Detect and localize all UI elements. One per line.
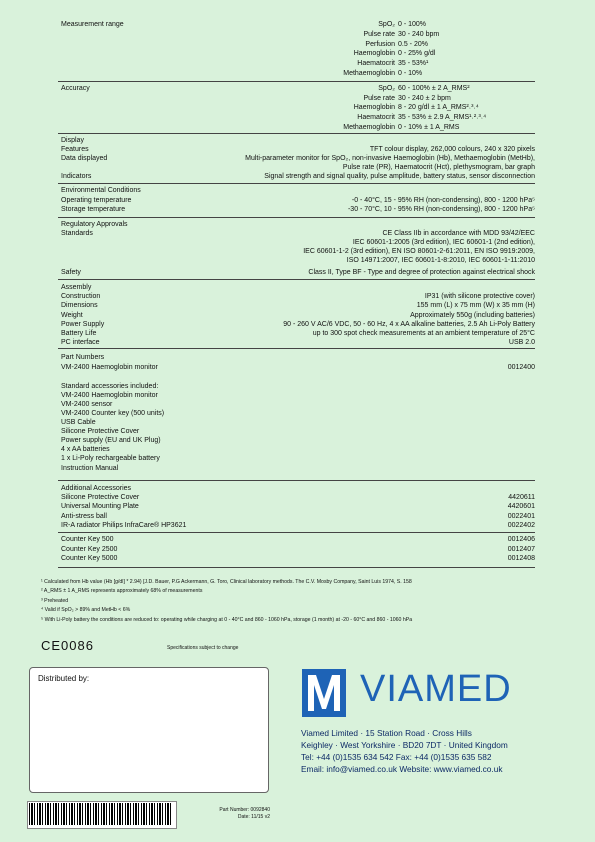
display-header: Display xyxy=(61,137,84,144)
accuracy-header: Accuracy xyxy=(61,85,90,92)
row-label: SpO₂ xyxy=(378,21,395,28)
row-label: Safety xyxy=(61,269,81,276)
row-label: Haematocrit xyxy=(357,114,395,121)
date: Date: 11/15 v2 xyxy=(237,814,270,820)
item-text: Instruction Manual xyxy=(61,465,119,472)
additional-header: Additional Accessories xyxy=(61,485,132,492)
part-code: 4420611 xyxy=(508,494,535,501)
row-label: Perfusion xyxy=(365,41,395,48)
row-value: CE Class IIb in accordance with MDD 93/42/EEC xyxy=(382,230,535,237)
row-value: 8 - 20 g/dl ± 1 A_RMS²˒³˒⁴ xyxy=(398,104,479,111)
row-label: Standards xyxy=(61,230,93,237)
row-label: PC interface xyxy=(61,339,100,346)
row-label: Methaemoglobin xyxy=(343,124,395,131)
row-value: 0 - 10% xyxy=(398,70,423,77)
part-number: Part Number: 0092840 xyxy=(219,807,270,813)
row-value: Class II, Type BF - Type and degree of protection against electrical shock xyxy=(308,269,535,276)
item-text: USB Cable xyxy=(61,419,96,426)
row-value: Approximately 550g (including batteries) xyxy=(410,312,535,319)
parts-section xyxy=(58,348,535,481)
row-value: TFT colour display, 262,000 colours, 240 x 320 pixels xyxy=(369,146,535,153)
distributed-by-label: Distributed by: xyxy=(38,674,90,683)
row-value: 35 - 53% ± 2.9 A_RMS¹˒²˒³˒⁴ xyxy=(398,114,487,121)
item-text: Power supply (EU and UK Plug) xyxy=(61,437,161,444)
accuracy-section xyxy=(58,81,535,134)
row-label: Pulse rate xyxy=(363,31,395,38)
row-value: Signal strength and signal quality, pulse amplitude, battery status, sensor disconnection xyxy=(264,173,535,180)
viamed-logo-icon xyxy=(302,669,346,717)
row-value: 0 - 25% g/dl xyxy=(398,50,436,57)
row-label: Indicators xyxy=(61,173,92,180)
row-value: IEC 60601-1:2005 (3rd edition), IEC 60601-1 (2nd edition), xyxy=(352,239,535,246)
part-code: 0022402 xyxy=(507,522,535,529)
part-code: 0012406 xyxy=(507,536,535,543)
row-label: Counter Key 500 xyxy=(61,536,114,543)
row-value: 35 - 53%¹ xyxy=(398,60,429,67)
row-value: ISO 14971:2007, IEC 60601-1-8:2010, IEC 60601-1-11:2010 xyxy=(346,257,535,264)
row-value: 0 - 100% xyxy=(398,21,427,28)
row-label: IR-A radiator Philips InfraCare® HP3621 xyxy=(61,522,187,529)
brand-wordmark: VIAMED xyxy=(360,668,512,710)
distributor-box xyxy=(29,667,269,793)
row-label: Battery Life xyxy=(61,330,97,337)
row-label: Haematocrit xyxy=(357,60,395,67)
part-code: 0012408 xyxy=(507,555,535,562)
footnote: ⁵ With Li-Poly battery the conditions are reduced to: operating while charging at 0 - 40°C and 860 - 1060 hPa, storage (1 month) at -20 - 60°C and 860 - 1060 hPa xyxy=(41,617,413,623)
row-value: IEC 60601-1-2 (3rd edition), EN ISO 80601-2-61:2011, EN ISO 9919:2009, xyxy=(303,248,535,255)
additional-section xyxy=(58,480,535,533)
row-label: Storage temperature xyxy=(61,206,126,213)
row-value: Multi-parameter monitor for SpO₂, non-invasive Haemoglobin (Hb), Methaemoglobin (MetHb), xyxy=(245,155,535,162)
row-label: Weight xyxy=(61,312,83,319)
contact-line: Email: info@viamed.co.uk Website: www.viamed.co.uk xyxy=(301,764,503,774)
row-label: VM-2400 Haemoglobin monitor xyxy=(61,364,158,371)
row-label: SpO₂ xyxy=(378,85,395,92)
footnote: ³ Preheated xyxy=(41,598,69,604)
row-value: up to 300 spot check measurements at an ambient temperature of 25°C xyxy=(312,330,535,337)
measurement-section xyxy=(58,18,535,81)
row-value: 90 - 260 V AC/6 VDC, 50 - 60 Hz, 4 x AA alkaline batteries, 2.5 Ah Li-Poly Battery xyxy=(283,321,535,328)
row-value: 0.5 - 20% xyxy=(398,41,428,48)
row-label: Silicone Protective Cover xyxy=(61,494,140,501)
contact-line: Viamed Limited · 15 Station Road · Cross Hills xyxy=(301,728,472,738)
row-value: 0 - 10% ± 1 A_RMS xyxy=(398,124,460,131)
row-value: 155 mm (L) x 75 mm (W) x 35 mm (H) xyxy=(416,302,535,309)
row-label: Counter Key 2500 xyxy=(61,546,118,553)
regulatory-header: Regulatory Approvals xyxy=(61,221,128,228)
row-value: USB 2.0 xyxy=(508,339,535,346)
part-code: 4420601 xyxy=(507,503,535,510)
contact-line: Tel: +44 (0)1535 634 542 Fax: +44 (0)1535 635 582 xyxy=(301,752,492,762)
part-number-block xyxy=(200,807,270,821)
row-value: 30 - 240 bpm xyxy=(398,31,440,38)
row-label: Anti-stress ball xyxy=(61,513,107,520)
row-label: Counter Key 5000 xyxy=(61,555,118,562)
contact-line: Keighley · West Yorkshire · BD20 7DT · United Kingdom xyxy=(301,740,508,750)
row-value: Pulse rate (PR), Haematocrit (Hct), plethysmogram, bar graph xyxy=(342,164,535,171)
footnote: ⁴ Valid if SpO₂ > 89% and MetHb < 6% xyxy=(41,607,131,613)
parts-header: Part Numbers xyxy=(61,354,105,361)
item-text: VM-2400 Haemoglobin monitor xyxy=(61,392,158,399)
row-label: Data displayed xyxy=(61,155,108,162)
environment-section xyxy=(58,183,535,218)
included-header: Standard accessories included: xyxy=(61,383,159,390)
row-value: -0 - 40°C, 15 - 95% RH (non-condensing), 800 - 1200 hPa⁵ xyxy=(351,197,535,204)
spec-note: Specifications subject to change xyxy=(167,645,239,651)
counter-section xyxy=(58,532,535,568)
row-value: IP31 (with silicone protective cover) xyxy=(424,293,535,300)
item-text: 4 x AA batteries xyxy=(61,446,110,453)
row-label: Construction xyxy=(61,293,101,300)
row-value: 30 - 240 ± 2 bpm xyxy=(398,95,451,102)
item-text: Silicone Protective Cover xyxy=(61,428,140,435)
assembly-header: Assembly xyxy=(61,284,92,291)
ce-mark: CE0086 xyxy=(41,638,94,653)
item-text: VM-2400 Counter key (500 units) xyxy=(61,410,165,417)
row-label: Power Supply xyxy=(61,321,105,328)
row-label: Haemoglobin xyxy=(353,104,395,111)
footnote: ² A_RMS ± 1 A_RMS represents approximately 68% of measurements xyxy=(41,588,203,594)
row-label: Dimensions xyxy=(61,302,98,309)
row-value: 60 - 100% ± 2 A_RMS² xyxy=(398,85,470,92)
row-label: Operating temperature xyxy=(61,197,132,204)
footnote: ¹ Calculated from Hb value (Hb [g/dl] * 2.94) [J.D. Bauer, P.G Ackermann, G. Toro, Clinical laboratory methods. The C.V. Mosby Company, Saint Luis 1974, S. 158 xyxy=(41,579,412,585)
row-value: -30 - 70°C, 10 - 95% RH (non-condensing), 800 - 1200 hPa⁵ xyxy=(347,206,535,213)
part-code: 0022401 xyxy=(507,513,535,520)
row-label: Methaemoglobin xyxy=(343,70,395,77)
item-text: VM-2400 sensor xyxy=(61,401,113,408)
part-code: 0012407 xyxy=(507,546,535,553)
environment-header: Environmental Conditions xyxy=(61,187,141,194)
row-label: Features xyxy=(61,146,89,153)
measurement-header: Measurement range xyxy=(61,21,124,28)
regulatory-section xyxy=(58,217,535,280)
row-label: Universal Mounting Plate xyxy=(61,503,139,510)
assembly-section xyxy=(58,279,535,349)
display-section xyxy=(58,133,535,184)
row-label: Pulse rate xyxy=(363,95,395,102)
item-text: 1 x Li-Poly rechargeable battery xyxy=(61,455,160,462)
barcode xyxy=(29,803,173,825)
row-label: Haemoglobin xyxy=(353,50,395,57)
part-code: 0012400 xyxy=(507,364,535,371)
